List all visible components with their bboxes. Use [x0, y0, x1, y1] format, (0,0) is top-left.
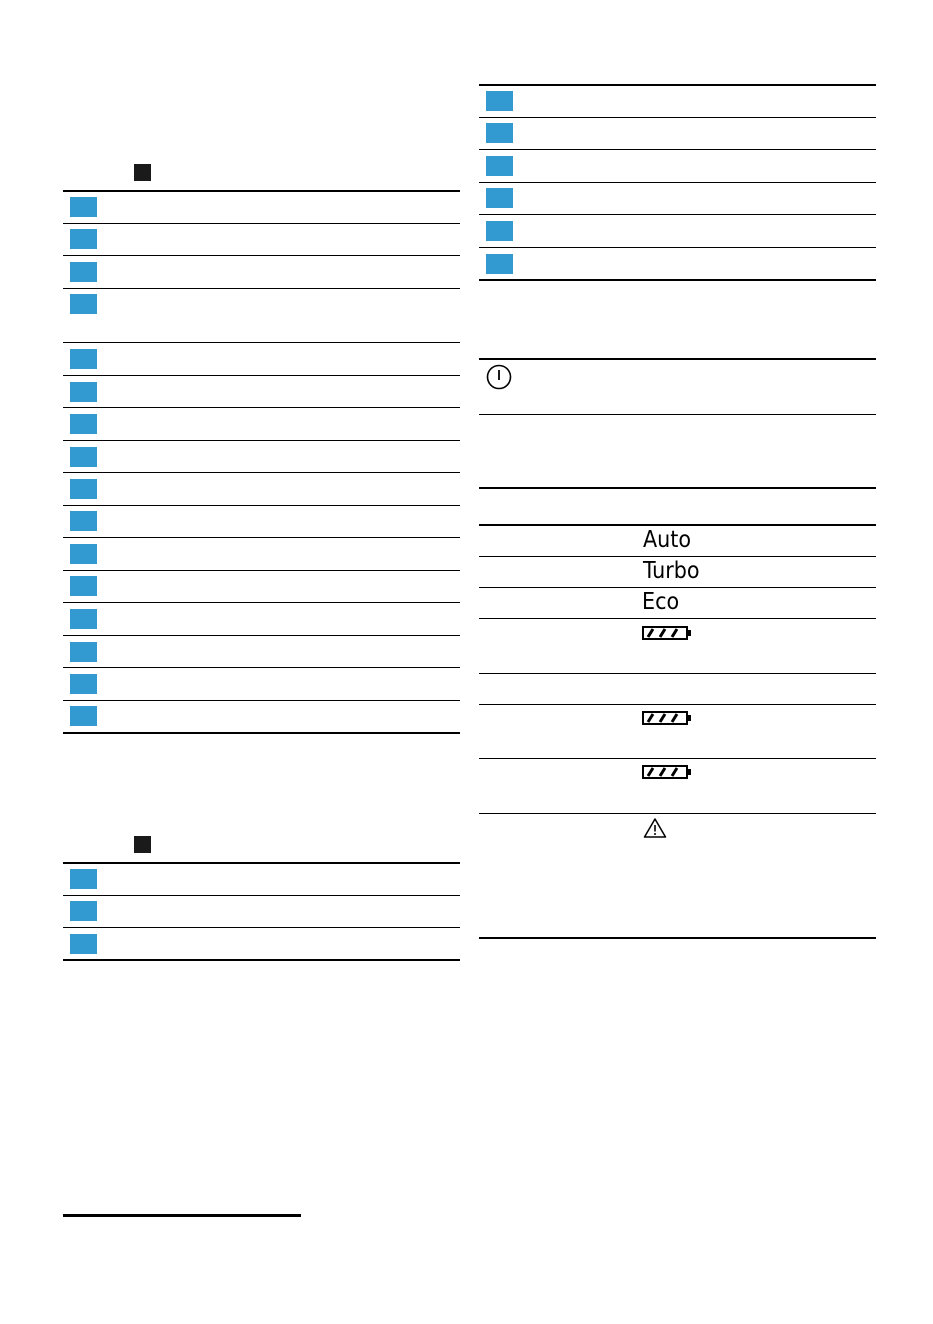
table-rule [479, 618, 876, 619]
table-rule [479, 214, 876, 215]
table-rule [63, 862, 460, 864]
table-rule [63, 255, 460, 256]
table-rule [479, 587, 876, 588]
table-rule [479, 279, 876, 281]
row-marker-6 [70, 382, 97, 402]
table-rule [479, 247, 876, 248]
table-rule [63, 288, 460, 289]
row-marker-1 [70, 869, 97, 889]
row-marker-4 [70, 294, 97, 314]
battery-full-icon [642, 764, 692, 780]
row-marker-8 [70, 447, 97, 467]
warning-triangle-icon [643, 817, 667, 839]
table-rule [63, 667, 460, 668]
table-rule [63, 537, 460, 538]
table-rule [479, 414, 876, 415]
black-square-icon [134, 164, 151, 181]
table-rule [63, 505, 460, 506]
table-rule [63, 732, 460, 734]
row-marker-15 [70, 674, 97, 694]
table-rule [63, 342, 460, 343]
table-rule [63, 927, 460, 928]
table-rule [479, 84, 876, 86]
row-marker-3 [70, 262, 97, 282]
power-icon [485, 363, 513, 391]
table-rule [479, 487, 876, 489]
table-rule [479, 524, 876, 526]
table-rule [63, 472, 460, 473]
row-marker-3 [486, 156, 513, 176]
row-marker-10 [70, 511, 97, 531]
row-marker-11 [70, 544, 97, 564]
battery-full-icon [642, 625, 692, 641]
row-marker-4 [486, 188, 513, 208]
table-rule [479, 182, 876, 183]
footnote-rule [63, 1214, 301, 1217]
row-marker-7 [70, 414, 97, 434]
table-rule [479, 556, 876, 557]
table-rule [479, 937, 876, 939]
row-marker-14 [70, 642, 97, 662]
table-rule [63, 223, 460, 224]
row-marker-2 [70, 229, 97, 249]
table-rule [63, 440, 460, 441]
table-rule [479, 117, 876, 118]
table-rule [63, 570, 460, 571]
row-marker-1 [486, 91, 513, 111]
row-marker-3 [70, 934, 97, 954]
battery-full-icon [642, 710, 692, 726]
black-square-icon [134, 836, 151, 853]
row-marker-2 [486, 123, 513, 143]
table-rule [479, 758, 876, 759]
table-rule [63, 959, 460, 961]
row-marker-13 [70, 609, 97, 629]
row-marker-5 [486, 221, 513, 241]
table-rule [479, 673, 876, 674]
mode-label-auto: Auto [643, 527, 692, 553]
row-marker-12 [70, 576, 97, 596]
mode-label-eco: Eco [642, 589, 680, 615]
table-rule [63, 700, 460, 701]
table-rule [479, 358, 876, 360]
row-marker-5 [70, 349, 97, 369]
table-rule [479, 813, 876, 814]
table-rule [479, 149, 876, 150]
row-marker-9 [70, 479, 97, 499]
row-marker-16 [70, 706, 97, 726]
table-rule [63, 190, 460, 192]
row-marker-1 [70, 197, 97, 217]
row-marker-2 [70, 901, 97, 921]
table-rule [479, 704, 876, 705]
table-rule [63, 407, 460, 408]
mode-label-turbo: Turbo [643, 558, 700, 584]
table-rule [63, 375, 460, 376]
table-rule [63, 895, 460, 896]
row-marker-6 [486, 254, 513, 274]
table-rule [63, 602, 460, 603]
table-rule [63, 635, 460, 636]
